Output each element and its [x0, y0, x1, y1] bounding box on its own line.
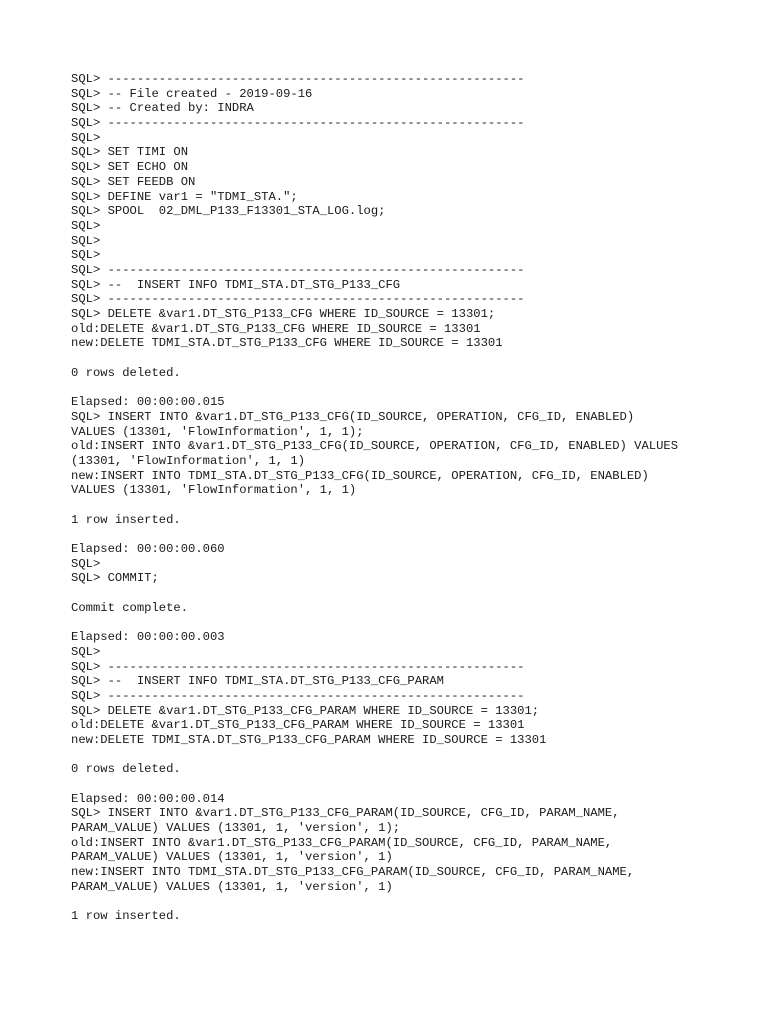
- log-line: SQL> ---------------------------------------------------------: [71, 688, 525, 703]
- log-line: PARAM_VALUE) VALUES (13301, 1, 'version', 1): [71, 879, 393, 894]
- log-line: (13301, 'FlowInformation', 1, 1): [71, 453, 306, 468]
- log-line: SQL>: [71, 233, 101, 248]
- log-line: SQL> SET TIMI ON: [71, 145, 189, 160]
- log-line: SQL> COMMIT;: [71, 571, 159, 586]
- log-line: Elapsed: 00:00:00.003: [71, 630, 225, 645]
- log-line: PARAM_VALUE) VALUES (13301, 1, 'version', 1);: [71, 821, 401, 836]
- log-line: SQL> -- INSERT INFO TDMI_STA.DT_STG_P133_CFG: [71, 277, 401, 292]
- log-line: Elapsed: 00:00:00.060: [71, 542, 225, 556]
- log-line: [71, 615, 751, 630]
- log-line: SQL>: [71, 556, 101, 571]
- log-line: SQL> DELETE &var1.DT_STG_P133_CFG_PARAM WHERE ID_SOURCE = 13301;: [71, 703, 540, 718]
- log-line: [71, 748, 751, 763]
- log-line: Elapsed: 00:00:00.014: [71, 791, 225, 806]
- log-line: 0 rows deleted.: [71, 762, 181, 777]
- log-line: SQL> ---------------------------------------------------------: [71, 72, 525, 86]
- log-line: PARAM_VALUE) VALUES (13301, 1, 'version', 1): [71, 850, 393, 865]
- log-line: SQL> SET FEEDB ON: [71, 174, 196, 189]
- log-line: new:INSERT INTO TDMI_STA.DT_STG_P133_CFG(ID_SOURCE, OPERATION, CFG_ID, ENABLED): [71, 468, 649, 483]
- log-line: [71, 351, 751, 366]
- log-line: SQL> -- Created by: INDRA: [71, 101, 254, 116]
- sql-spool-log: [71, 72, 751, 924]
- log-line: old:DELETE &var1.DT_STG_P133_CFG_PARAM WHERE ID_SOURCE = 13301: [71, 718, 525, 733]
- log-line: SQL> ---------------------------------------------------------: [71, 262, 525, 277]
- log-line: SQL> SET ECHO ON: [71, 160, 189, 175]
- log-line: Elapsed: 00:00:00.015: [71, 395, 225, 410]
- log-line: SQL> ---------------------------------------------------------: [71, 659, 525, 674]
- log-line: [71, 380, 751, 395]
- log-line: SQL>: [71, 130, 101, 145]
- log-line: SQL> ---------------------------------------------------------: [71, 292, 525, 307]
- log-line: SQL>: [71, 248, 101, 263]
- log-line: SQL>: [71, 218, 101, 233]
- log-line: 1 row inserted.: [71, 909, 181, 924]
- log-line: new:DELETE TDMI_STA.DT_STG_P133_CFG WHERE ID_SOURCE = 13301: [71, 336, 503, 351]
- log-line: [71, 498, 751, 513]
- log-line: 0 rows deleted.: [71, 365, 181, 380]
- log-line: SQL> -- File created - 2019-09-16: [71, 86, 313, 101]
- log-line: old:DELETE &var1.DT_STG_P133_CFG WHERE ID_SOURCE = 13301: [71, 321, 481, 336]
- log-line: [71, 895, 751, 910]
- log-line: [71, 527, 751, 542]
- log-line: SQL> -- INSERT INFO TDMI_STA.DT_STG_P133_CFG_PARAM: [71, 674, 444, 689]
- log-line: SQL> DELETE &var1.DT_STG_P133_CFG WHERE ID_SOURCE = 13301;: [71, 307, 496, 321]
- log-line: new:INSERT INTO TDMI_STA.DT_STG_P133_CFG_PARAM(ID_SOURCE, CFG_ID, PARAM_NAME,: [71, 865, 635, 880]
- log-line: old:INSERT INTO &var1.DT_STG_P133_CFG(ID_SOURCE, OPERATION, CFG_ID, ENABLED) VALUES: [71, 439, 679, 454]
- log-line: SQL> INSERT INTO &var1.DT_STG_P133_CFG_PARAM(ID_SOURCE, CFG_ID, PARAM_NAME,: [71, 806, 620, 821]
- log-line: SQL> INSERT INTO &var1.DT_STG_P133_CFG(ID_SOURCE, OPERATION, CFG_ID, ENABLED): [71, 409, 635, 424]
- log-line: VALUES (13301, 'FlowInformation', 1, 1);: [71, 424, 364, 439]
- log-line: new:DELETE TDMI_STA.DT_STG_P133_CFG_PARAM WHERE ID_SOURCE = 13301: [71, 732, 547, 747]
- log-line: Commit complete.: [71, 600, 189, 615]
- log-line: VALUES (13301, 'FlowInformation', 1, 1): [71, 483, 357, 498]
- log-line: old:INSERT INTO &var1.DT_STG_P133_CFG_PARAM(ID_SOURCE, CFG_ID, PARAM_NAME,: [71, 835, 613, 850]
- log-line: [71, 777, 751, 792]
- log-line: SQL> SPOOL 02_DML_P133_F13301_STA_LOG.log;: [71, 204, 386, 219]
- log-line: SQL>: [71, 644, 101, 659]
- log-line: SQL> ---------------------------------------------------------: [71, 116, 525, 131]
- log-line: SQL> DEFINE var1 = "TDMI_STA.";: [71, 189, 298, 204]
- log-line: 1 row inserted.: [71, 512, 181, 527]
- log-line: [71, 586, 751, 601]
